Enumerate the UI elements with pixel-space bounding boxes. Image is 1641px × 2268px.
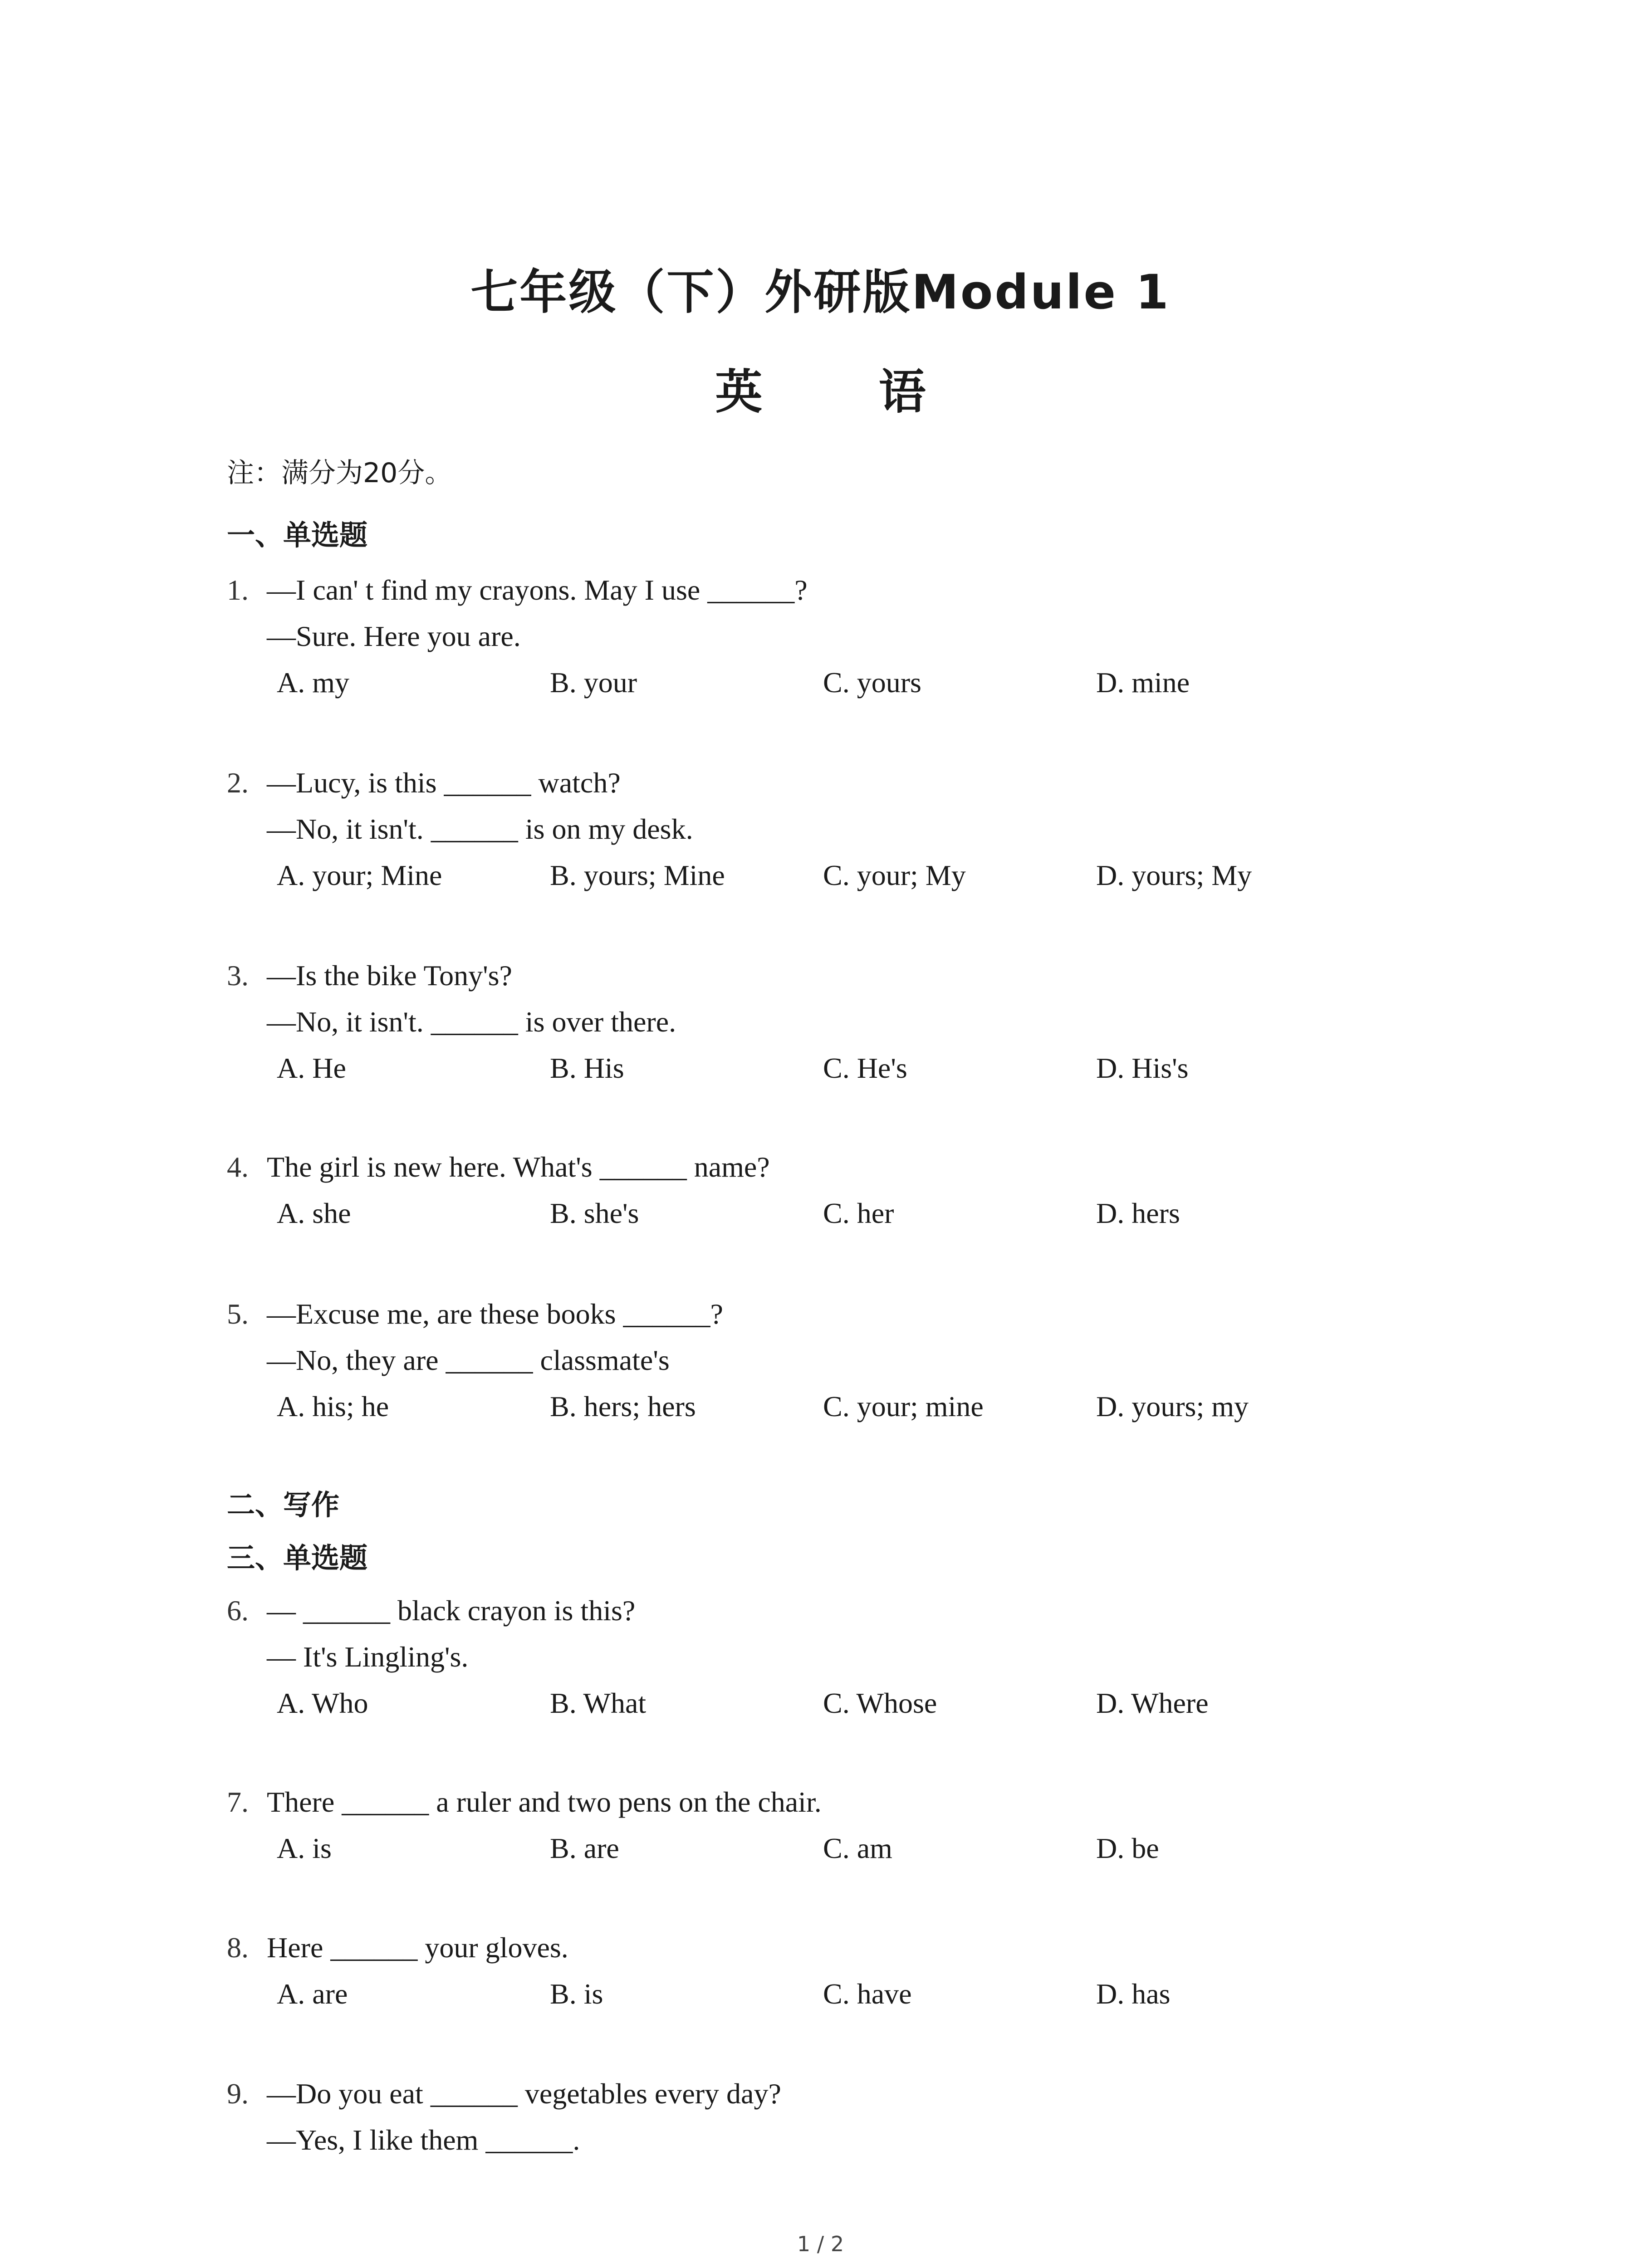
option-c: C. your; mine [823, 1390, 984, 1422]
section-heading-2: 二、写作 [227, 1488, 340, 1521]
option-c: C. your; My [823, 859, 966, 891]
page-title: 七年级（下）外研版Module 1 [470, 264, 1171, 320]
option-d: D. yours; My [1096, 859, 1252, 891]
question-text: —Yes, I like them ______. [267, 2124, 580, 2156]
option-b: B. His [550, 1052, 624, 1084]
question-text: — It's Lingling's. [267, 1641, 469, 1673]
option-a: A. He [277, 1052, 346, 1084]
option-c: C. her [823, 1197, 894, 1229]
question-text: —Is the bike Tony's? [267, 959, 512, 992]
question-9 [227, 2071, 1452, 2163]
question-text: —Lucy, is this ______ watch? [267, 767, 621, 799]
option-d: D. hers [1096, 1197, 1180, 1229]
question-text: —Excuse me, are these books ______? [267, 1298, 723, 1330]
page-number: 1 / 2 [797, 2232, 844, 2256]
option-b: B. yours; Mine [550, 859, 725, 891]
question-text: The girl is new here. What's ______ name? [267, 1151, 770, 1183]
option-a: A. his; he [277, 1390, 389, 1422]
option-a: A. my [277, 666, 349, 699]
question-text: —Sure. Here you are. [267, 620, 521, 652]
question-text: —No, they are ______ classmate's [267, 1344, 670, 1376]
option-d: D. yours; my [1096, 1390, 1249, 1422]
question-text: —No, it isn't. ______ is over there. [267, 1006, 676, 1038]
option-a: A. Who [277, 1687, 368, 1719]
subject-title: 英 语 [715, 364, 976, 420]
question-text: —Do you eat ______ vegetables every day? [267, 2077, 781, 2110]
option-c: C. yours [823, 666, 921, 699]
question-text: Here ______ your gloves. [267, 1931, 568, 1964]
question-number: 4. [227, 1151, 249, 1183]
option-c: C. am [823, 1832, 892, 1864]
option-a: A. she [277, 1197, 351, 1229]
question-number: 9. [227, 2077, 249, 2110]
score-note: 注：满分为20分。 [227, 457, 452, 489]
option-c: C. Whose [823, 1687, 937, 1719]
option-d: D. Where [1096, 1687, 1209, 1719]
option-c: C. He's [823, 1052, 907, 1084]
option-b: B. hers; hers [550, 1390, 696, 1422]
option-d: D. mine [1096, 666, 1190, 699]
question-number: 1. [227, 574, 249, 606]
question-text: —I can' t find my crayons. May I use ______? [267, 574, 808, 606]
question-8 [227, 1925, 1452, 2017]
option-b: B. are [550, 1832, 619, 1864]
option-a: A. your; Mine [277, 859, 442, 891]
question-text: —No, it isn't. ______ is on my desk. [267, 813, 693, 845]
question-text: — ______ black crayon is this? [267, 1594, 636, 1627]
question-2 [227, 760, 1452, 899]
option-a: A. are [277, 1978, 348, 2010]
option-a: A. is [277, 1832, 332, 1864]
question-3 [227, 953, 1452, 1091]
section-heading-3: 三、单选题 [227, 1541, 368, 1574]
option-d: D. has [1096, 1978, 1171, 2010]
question-number: 8. [227, 1931, 249, 1964]
question-5 [227, 1291, 1452, 1430]
question-6 [227, 1588, 1452, 1726]
question-number: 5. [227, 1298, 249, 1330]
option-d: D. be [1096, 1832, 1159, 1864]
option-b: B. she's [550, 1197, 639, 1229]
option-b: B. your [550, 666, 637, 699]
question-number: 3. [227, 959, 249, 992]
question-number: 6. [227, 1594, 249, 1627]
question-number: 7. [227, 1786, 249, 1818]
option-d: D. His's [1096, 1052, 1189, 1084]
question-4 [227, 1144, 1452, 1237]
question-1 [227, 567, 1452, 706]
option-b: B. is [550, 1978, 603, 2010]
section-heading-1: 一、单选题 [227, 518, 368, 552]
option-b: B. What [550, 1687, 647, 1719]
question-text: There ______ a ruler and two pens on the chair. [267, 1786, 822, 1818]
question-number: 2. [227, 767, 249, 799]
option-c: C. have [823, 1978, 912, 2010]
question-7 [227, 1779, 1452, 1872]
